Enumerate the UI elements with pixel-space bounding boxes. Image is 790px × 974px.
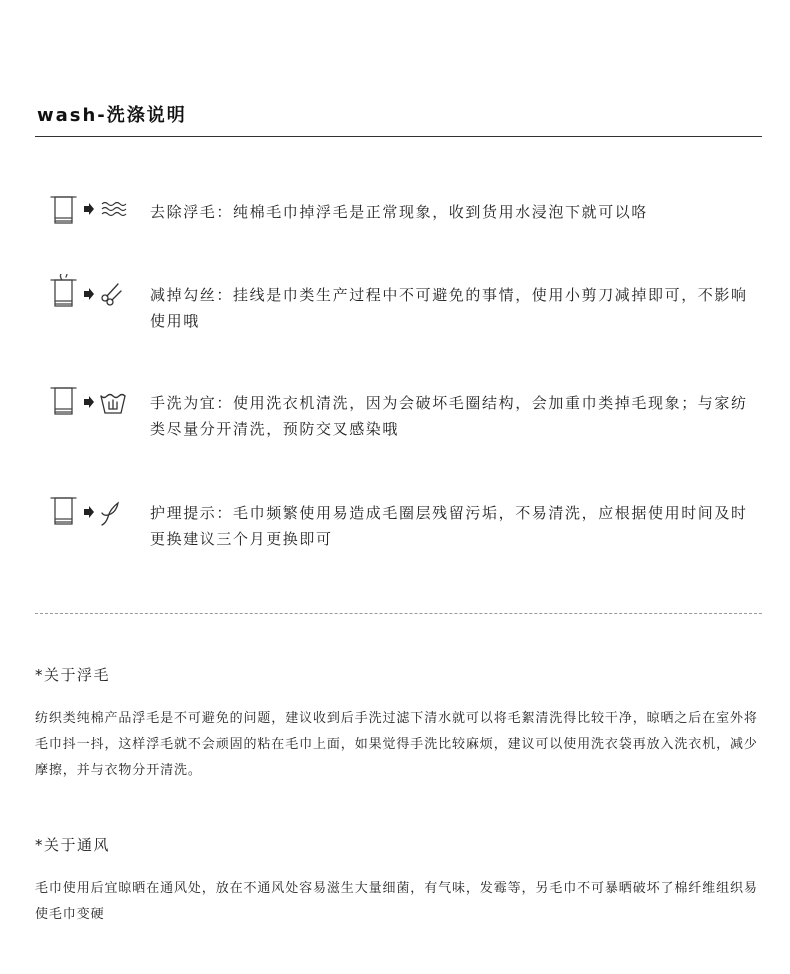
note-body-lint: 纺织类纯棉产品浮毛是不可避免的问题，建议收到后手洗过滤下清水就可以将毛絮清洗得比较干净，晾晒之后在室外将毛巾抖一抖，这样浮毛就不会顽固的粘在毛巾上面，如果觉得手洗比较麻烦，建议可以使用洗衣袋再放入洗衣机，减少摩擦，并与衣物分开清洗。: [35, 711, 758, 778]
note-heading-ventilation: *关于通风: [35, 836, 111, 854]
section-divider: [35, 613, 762, 614]
towel-handwash-icon: [46, 382, 136, 422]
page-title: wash-洗涤说明: [37, 105, 187, 126]
care-item-text: 手洗为宜：使用洗衣机清洗，因为会破坏毛圈结构，会加重巾类掉毛现象；与家纺类尽量分开清洗，预防交叉感染哦: [150, 394, 748, 438]
care-item-text: 减掉勾丝：挂线是巾类生产过程中不可避免的事情，使用小剪刀减掉即可，不影响使用哦: [150, 286, 748, 330]
note-body-ventilation: 毛巾使用后宜晾晒在通风处，放在不通风处容易滋生大量细菌，有气味，发霉等，另毛巾不可暴晒破坏了棉纤维组织易使毛巾变硬: [35, 881, 758, 922]
towel-wave-icon: [46, 191, 136, 231]
care-item-text: 护理提示：毛巾频繁使用易造成毛圈层残留污垢，不易清洗，应根据使用时间及时更换建议三个月更换即可: [150, 504, 748, 548]
towel-scissors-icon: [46, 274, 136, 314]
note-heading-lint: *关于浮毛: [35, 666, 111, 684]
towel-thread-icon: [46, 492, 136, 532]
title-divider: [35, 136, 762, 137]
care-item-text: 去除浮毛：纯棉毛巾掉浮毛是正常现象，收到货用水浸泡下就可以咯: [150, 203, 649, 221]
